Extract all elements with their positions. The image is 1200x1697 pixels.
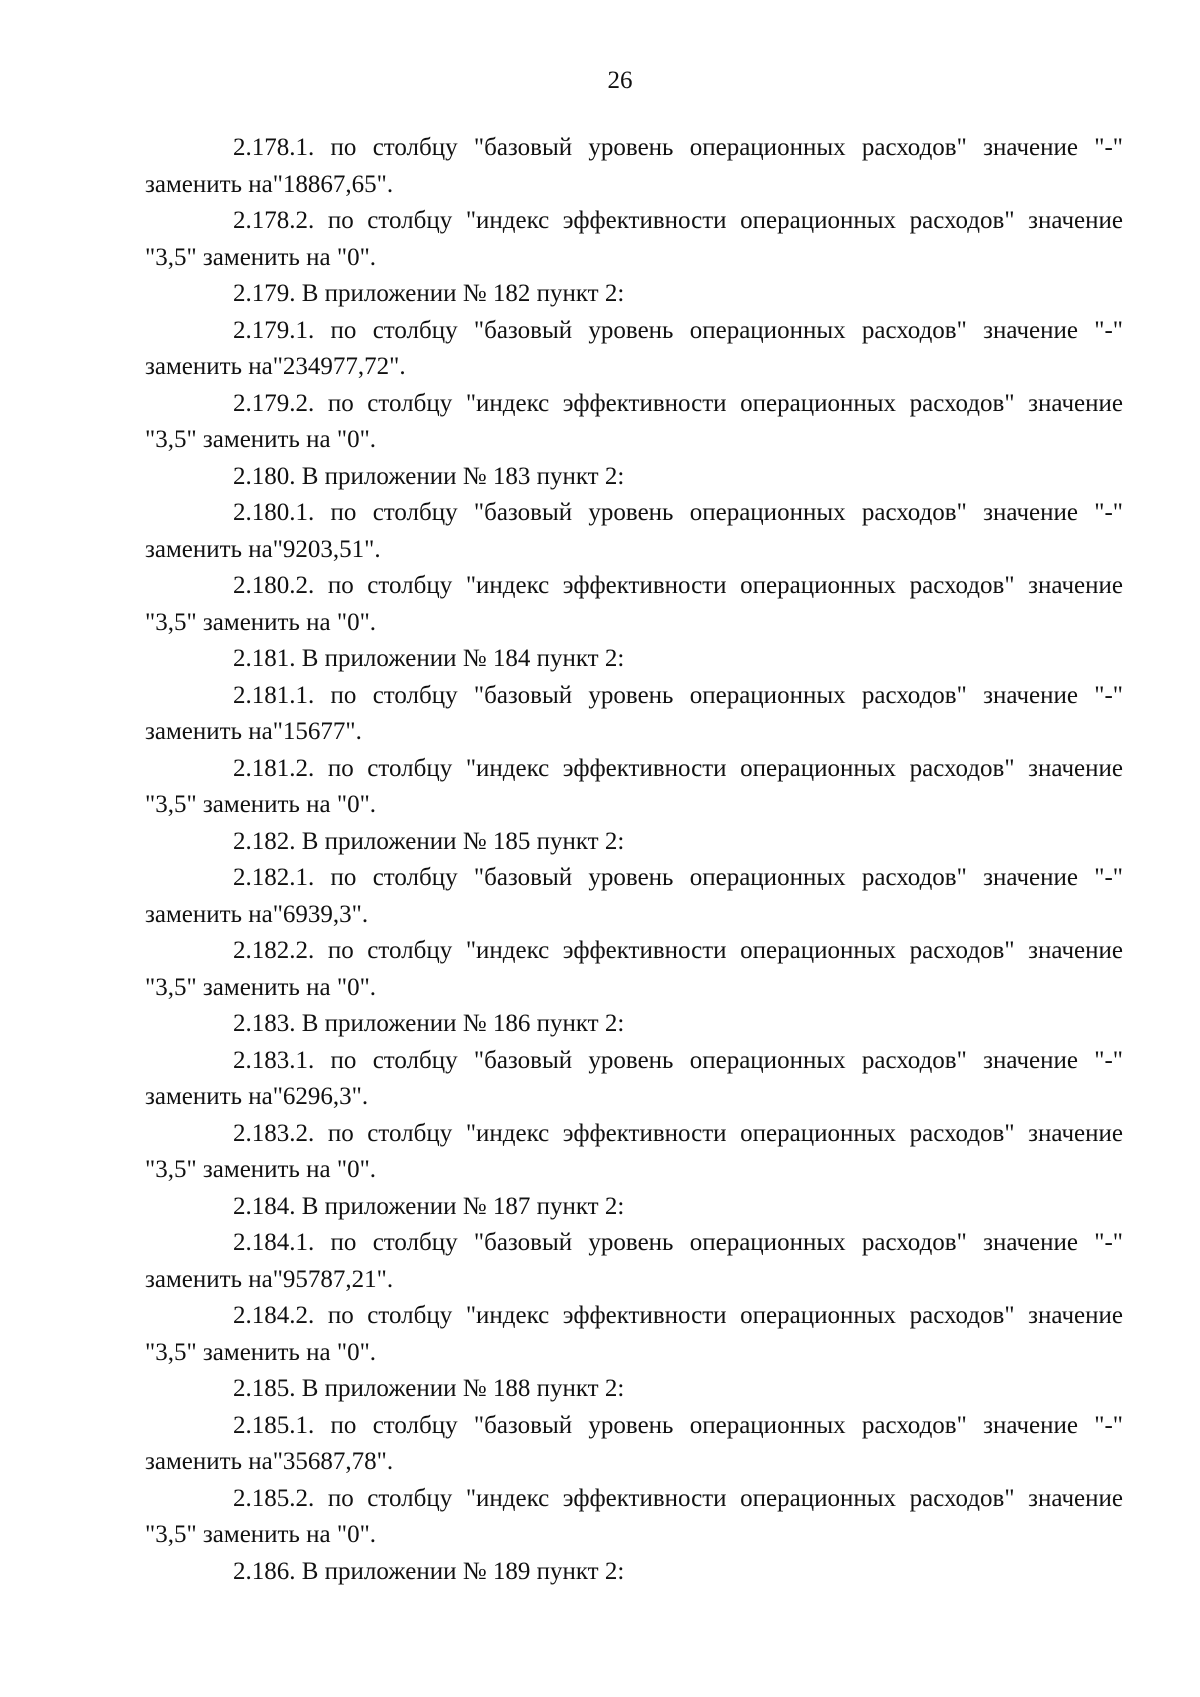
paragraph: 2.183.2. по столбцу "индекс эффективности операционных расходов" значение "3,5" заменить на "0". [145, 1119, 1123, 1183]
paragraph: 2.186. В приложении № 189 пункт 2: [233, 1557, 625, 1585]
paragraph: 2.179.2. по столбцу "индекс эффективности операционных расходов" значение "3,5" заменить на "0". [145, 389, 1123, 453]
paragraph: 2.183.1. по столбцу "базовый уровень операционных расходов" значение "-" заменить на"6296,3". [145, 1046, 1123, 1110]
paragraph: 2.181. В приложении № 184 пункт 2: [233, 645, 625, 672]
paragraph: 2.185.2. по столбцу "индекс эффективности операционных расходов" значение "3,5" заменить на "0". [145, 1484, 1123, 1548]
paragraph: 2.184.2. по столбцу "индекс эффективности операционных расходов" значение "3,5" заменить на "0". [145, 1302, 1123, 1366]
paragraph: 2.184.1. по столбцу "базовый уровень операционных расходов" значение "-" заменить на"95787,21". [145, 1229, 1123, 1293]
paragraph: 2.182.1. по столбцу "базовый уровень операционных расходов" значение "-" заменить на"6939,3". [145, 864, 1123, 928]
paragraph: 2.180.1. по столбцу "базовый уровень операционных расходов" значение "-" заменить на"9203,51". [145, 499, 1123, 563]
paragraph: 2.181.1. по столбцу "базовый уровень операционных расходов" значение "-" заменить на"15677". [145, 681, 1123, 745]
paragraph: 2.180. В приложении № 183 пункт 2: [233, 462, 625, 490]
paragraph: 2.179.1. по столбцу "базовый уровень операционных расходов" значение "-" заменить на"234977,72". [145, 316, 1123, 380]
paragraph: 2.182. В приложении № 185 пункт 2: [233, 827, 625, 855]
page-number: 26 [607, 67, 633, 94]
paragraph: 2.181.2. по столбцу "индекс эффективности операционных расходов" значение "3,5" заменить на "0". [145, 754, 1123, 818]
document-body [145, 130, 1123, 1590]
paragraph: 2.180.2. по столбцу "индекс эффективности операционных расходов" значение "3,5" заменить на "0". [145, 572, 1123, 636]
paragraph: 2.178.1. по столбцу "базовый уровень операционных расходов" значение "-" заменить на"18867,65". [145, 134, 1123, 198]
paragraph: 2.185.1. по столбцу "базовый уровень операционных расходов" значение "-" заменить на"35687,78". [145, 1411, 1123, 1475]
paragraph: 2.178.2. по столбцу "индекс эффективности операционных расходов" значение "3,5" заменить на "0". [145, 207, 1123, 271]
paragraph: 2.182.2. по столбцу "индекс эффективности операционных расходов" значение "3,5" заменить на "0". [145, 937, 1123, 1001]
paragraph: 2.185. В приложении № 188 пункт 2: [233, 1375, 625, 1402]
paragraph: 2.179. В приложении № 182 пункт 2: [233, 280, 625, 307]
paragraph: 2.184. В приложении № 187 пункт 2: [233, 1192, 625, 1220]
paragraph: 2.183. В приложении № 186 пункт 2: [233, 1010, 625, 1037]
